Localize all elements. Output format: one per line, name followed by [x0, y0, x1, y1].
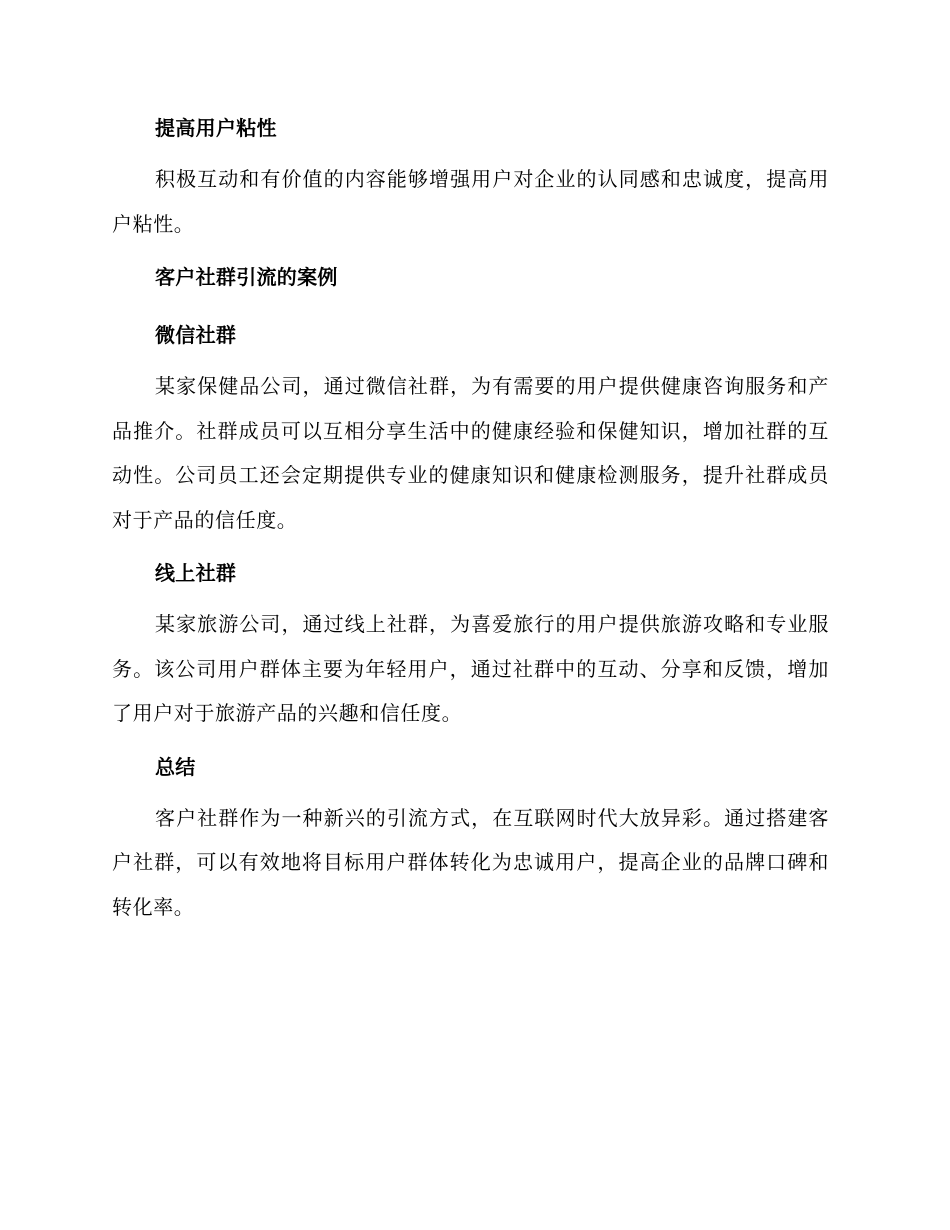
section-heading-user-stickiness: 提高用户粘性	[155, 116, 277, 140]
section-heading-summary: 总结	[155, 754, 196, 779]
section-paragraph-wechat-community: 某家保健品公司，通过微信社群，为有需要的用户提供健康咨询服务和产品推介。社群成员可以互相分享生活中的健康经验和保健知识，增加社群的互动性。公司员工还会定期提供专业的健康知识和健康检测服务，提升社群成员对于产品的信任度。	[112, 374, 829, 532]
section-heading-case-studies: 客户社群引流的案例	[155, 265, 338, 289]
section-heading-wechat-community: 微信社群	[155, 323, 237, 347]
section-paragraph-summary: 客户社群作为一种新兴的引流方式，在互联网时代大放异彩。通过搭建客户社群，可以有效地将目标用户群体转化为忠诚用户，提高企业的品牌口碑和转化率。	[112, 805, 829, 919]
section-paragraph-online-community: 某家旅游公司，通过线上社群，为喜爱旅行的用户提供旅游攻略和专业服务。该公司用户群体主要为年轻用户，通过社群中的互动、分享和反馈，增加了用户对于旅游产品的兴趣和信任度。	[112, 612, 829, 725]
section-paragraph-user-stickiness: 积极互动和有价值的内容能够增强用户对企业的认同感和忠诚度，提高用户粘性。	[112, 167, 829, 236]
section-heading-online-community: 线上社群	[155, 561, 237, 585]
